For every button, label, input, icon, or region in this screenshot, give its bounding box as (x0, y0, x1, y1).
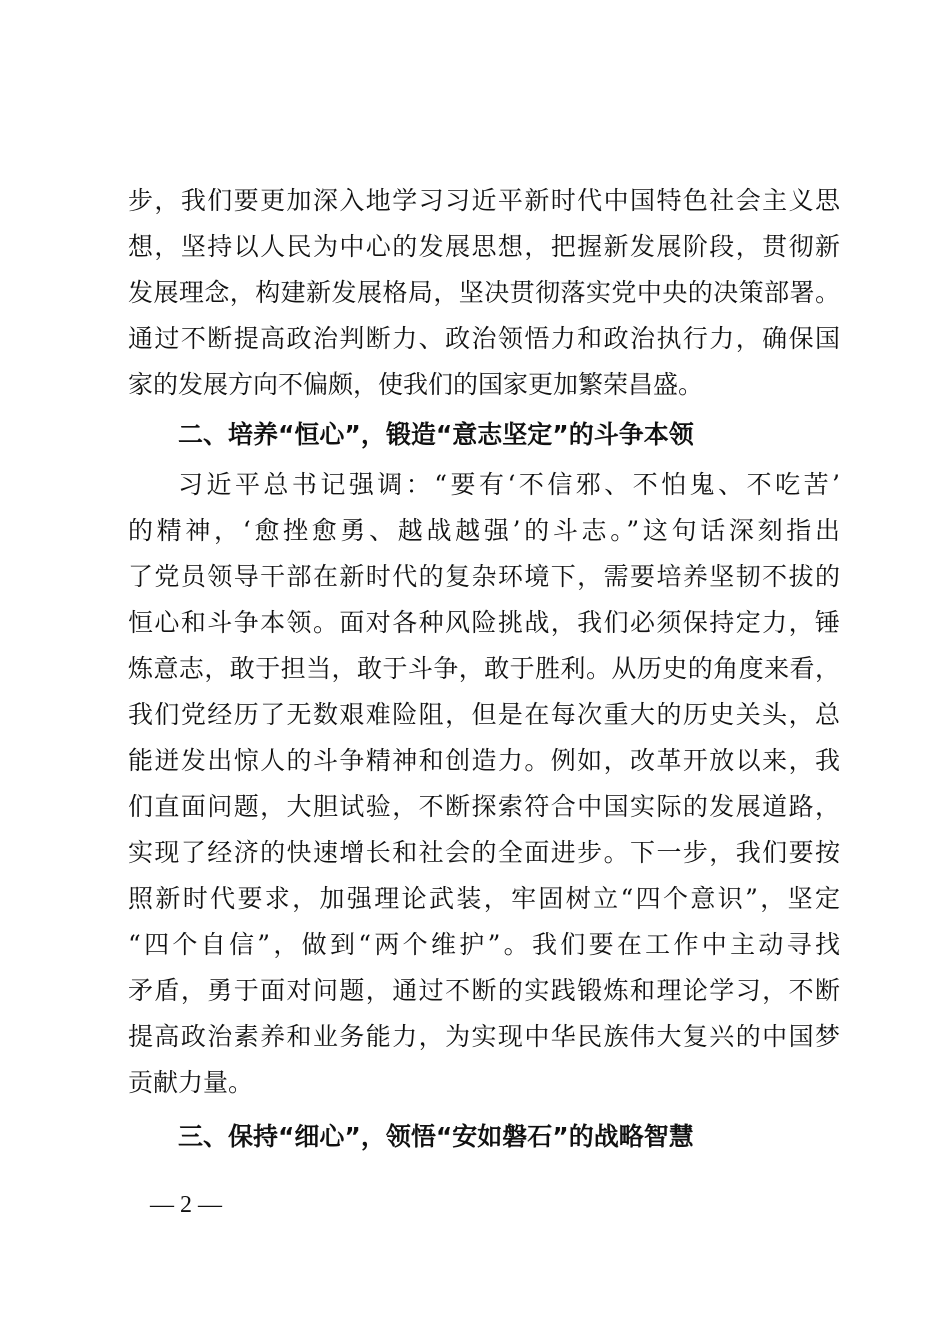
text-line: 恒心和斗争本领。面对各种风险挑战，我们必须保持定力，锤 (128, 608, 840, 637)
text-line: 家的发展方向不偏颇，使我们的国家更加繁荣昌盛。 (128, 370, 704, 399)
text-line: 提高政治素养和业务能力，为实现中华民族伟大复兴的中国梦 (128, 1022, 840, 1051)
text-line: 习近平总书记强调：“要有‘不信邪、不怕鬼、不吃苦’ (178, 470, 840, 499)
section-heading-2: 二、培养“恒心”，锻造“意志坚定”的斗争本领 (178, 420, 694, 449)
text-line: 们直面问题，大胆试验，不断探索符合中国实际的发展道路， (128, 792, 840, 821)
paragraph (128, 462, 840, 1106)
document-body (128, 178, 840, 1160)
text-line: 矛盾，勇于面对问题，通过不断的实践锻炼和理论学习，不断 (128, 976, 840, 1005)
text-line: 实现了经济的快速增长和社会的全面进步。下一步，我们要按 (128, 838, 840, 867)
text-line: 贡献力量。 (128, 1068, 254, 1097)
text-line: “四个自信”，做到“两个维护”。我们要在工作中主动寻找 (128, 930, 840, 959)
text-line: 想，坚持以人民为中心的发展思想，把握新发展阶段，贯彻新 (128, 232, 840, 261)
text-line: 炼意志，敢于担当，敢于斗争，敢于胜利。从历史的角度来看， (128, 654, 840, 683)
text-line: 发展理念，构建新发展格局，坚决贯彻落实党中央的决策部署。 (128, 278, 840, 307)
text-line: 我们党经历了无数艰难险阻，但是在每次重大的历史关头，总 (128, 700, 840, 729)
text-line: 了党员领导干部在新时代的复杂环境下，需要培养坚韧不拔的 (128, 562, 840, 591)
page-number: — 2 — (150, 1192, 222, 1218)
text-line: 通过不断提高政治判断力、政治领悟力和政治执行力，确保国 (128, 324, 840, 353)
text-line: 的精神，‘愈挫愈勇、越战越强’的斗志。”这句话深刻指出 (128, 516, 840, 545)
text-line: 步，我们要更加深入地学习习近平新时代中国特色社会主义思 (128, 186, 840, 215)
text-line: 能迸发出惊人的斗争精神和创造力。例如，改革开放以来，我 (128, 746, 840, 775)
section-heading-3: 三、保持“细心”，领悟“安如磐石”的战略智慧 (178, 1122, 694, 1151)
text-line: 照新时代要求，加强理论武装，牢固树立“四个意识”，坚定 (128, 884, 840, 913)
paragraph (128, 178, 840, 408)
